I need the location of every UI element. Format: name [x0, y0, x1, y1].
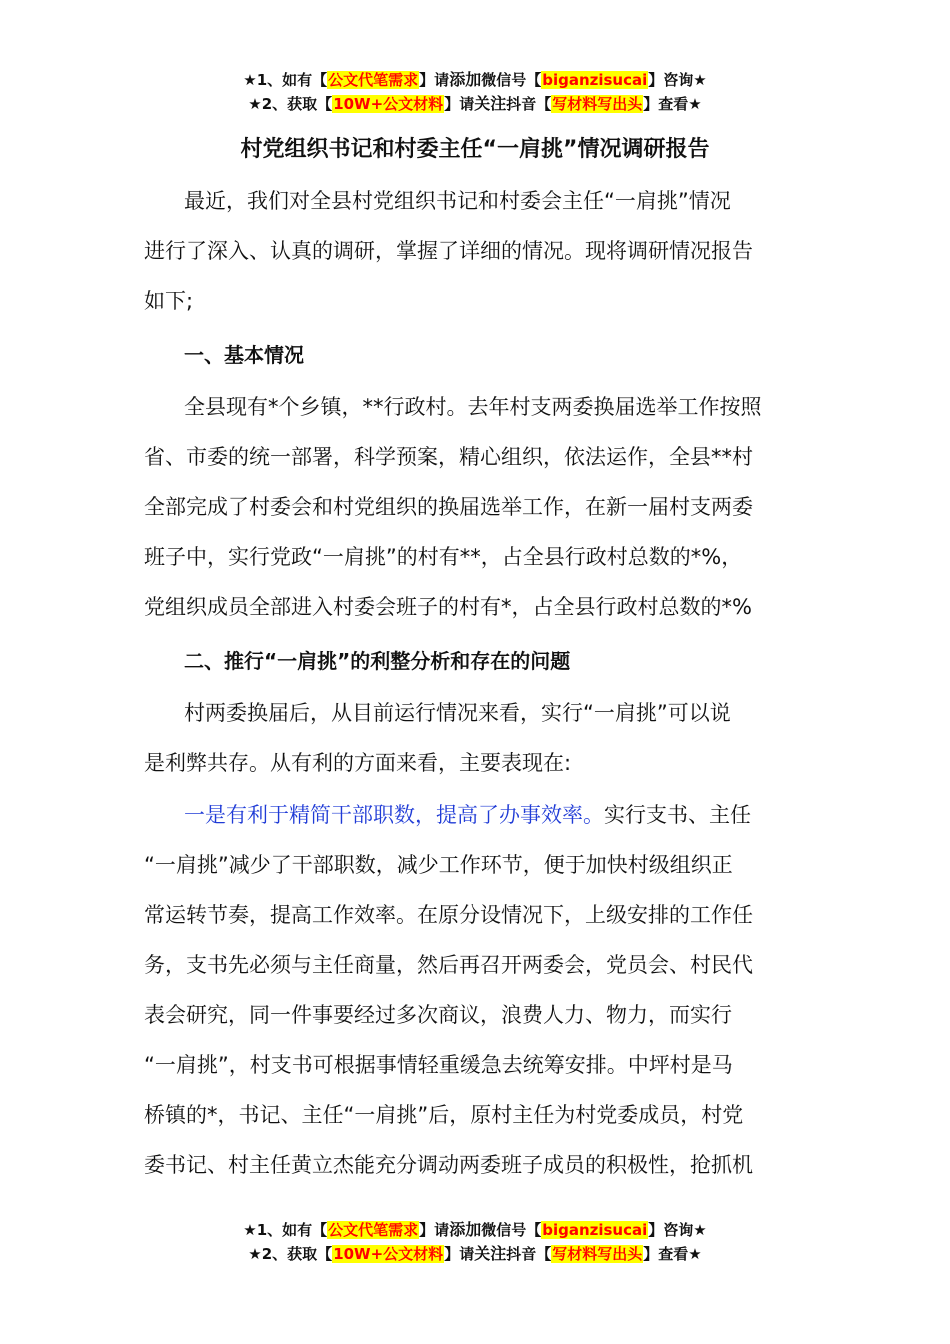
highlighted-point: 一是有利于精简干部职数，提高了办事效率。 [184, 803, 604, 827]
body-line: 党组织成员全部进入村委会班子的村有*，占全县行政村总数的*% [144, 595, 752, 619]
body-line: “一肩挑”，村支书可根据事情轻重缓急去统筹安排。中坪村是马 [144, 1053, 733, 1077]
banner-text: 】请 [444, 95, 475, 113]
banner-text: ★1、如有【 [243, 71, 328, 89]
document-title: 村党组织书记和村委主任“一肩挑”情况调研报告 [240, 137, 710, 162]
body-line: 班子中，实行党政“一肩挑”的村有**，占全县行政村总数的*%， [144, 545, 743, 569]
body-line: 是利弊共存。从有利的方面来看，主要表现在: [144, 751, 572, 775]
banner-highlight: 公文代笔需求 [328, 71, 419, 89]
section-heading: 二、推行“一肩挑”的利整分析和存在的问题 [184, 649, 571, 673]
body-text: 实行支书、主任 [604, 803, 751, 827]
banner-emphasis: 添加 [449, 70, 482, 89]
body-line: 全县现有*个乡镇，**行政村。去年村支两委换届选举工作按照 [184, 395, 762, 419]
banner-emphasis: 关注 [474, 1244, 507, 1263]
bottom-banner [0, 1218, 950, 1266]
body-line: 全部完成了村委会和村党组织的换届选举工作，在新一届村支两委 [144, 495, 753, 519]
banner-text: 】咨询★ [648, 1221, 707, 1239]
body-line: 务，支书先必须与主任商量，然后再召开两委会，党员会、村民代 [144, 953, 753, 977]
banner-text: 】请 [419, 1221, 450, 1239]
body-line: 进行了深入、认真的调研，掌握了详细的情况。现将调研情况报告 [144, 239, 753, 263]
banner-text: 抖音【 [506, 1245, 552, 1263]
banner-text: ★2、获取【 [248, 1245, 333, 1263]
body-line: 最近，我们对全县村党组织书记和村委会主任“一肩挑”情况 [184, 189, 731, 213]
banner-highlight: 写材料写出头 [552, 95, 643, 113]
banner-text: 】请 [444, 1245, 475, 1263]
banner-highlight: biganzisucai [542, 1221, 648, 1239]
banner-highlight: 10W+公文材料 [333, 95, 444, 113]
body-line: 桥镇的*，书记、主任“一肩挑”后，原村主任为村党委成员，村党 [144, 1103, 744, 1127]
banner-text: 】查看★ [643, 95, 702, 113]
banner-text: 】咨询★ [648, 71, 707, 89]
body-line: 委书记、村主任黄立杰能充分调动两委班子成员的积极性，抢抓机 [144, 1153, 753, 1177]
body-line: “一肩挑”减少了干部职数，减少工作环节，便于加快村级组织正 [144, 853, 733, 877]
banner-emphasis: 添加 [449, 1220, 482, 1239]
banner-text: 微信号【 [481, 1221, 542, 1239]
banner-text: ★1、如有【 [243, 1221, 328, 1239]
body-line: 常运转节奏，提高工作效率。在原分设情况下，上级安排的工作任 [144, 903, 753, 927]
top-banner [0, 68, 950, 116]
banner-line-2 [0, 1242, 950, 1266]
banner-highlight: 公文代笔需求 [328, 1221, 419, 1239]
banner-highlight: 10W+公文材料 [333, 1245, 444, 1263]
banner-line-1 [0, 68, 950, 92]
banner-text: ★2、获取【 [248, 95, 333, 113]
banner-line-2 [0, 92, 950, 116]
body-line: 村两委换届后，从目前运行情况来看，实行“一肩挑”可以说 [184, 701, 731, 725]
banner-text: 】查看★ [643, 1245, 702, 1263]
body-line [184, 800, 751, 830]
body-line: 如下; [144, 289, 194, 313]
banner-line-1 [0, 1218, 950, 1242]
banner-text: 抖音【 [506, 95, 552, 113]
banner-text: 微信号【 [481, 71, 542, 89]
body-line: 表会研究，同一件事要经过多次商议，浪费人力、物力，而实行 [144, 1003, 732, 1027]
banner-highlight: biganzisucai [542, 71, 648, 89]
body-line: 省、市委的统一部署，科学预案，精心组织，依法运作，全县**村 [144, 445, 753, 469]
banner-text: 】请 [419, 71, 450, 89]
banner-highlight: 写材料写出头 [552, 1245, 643, 1263]
banner-emphasis: 关注 [474, 94, 507, 113]
section-heading: 一、基本情况 [184, 343, 304, 367]
